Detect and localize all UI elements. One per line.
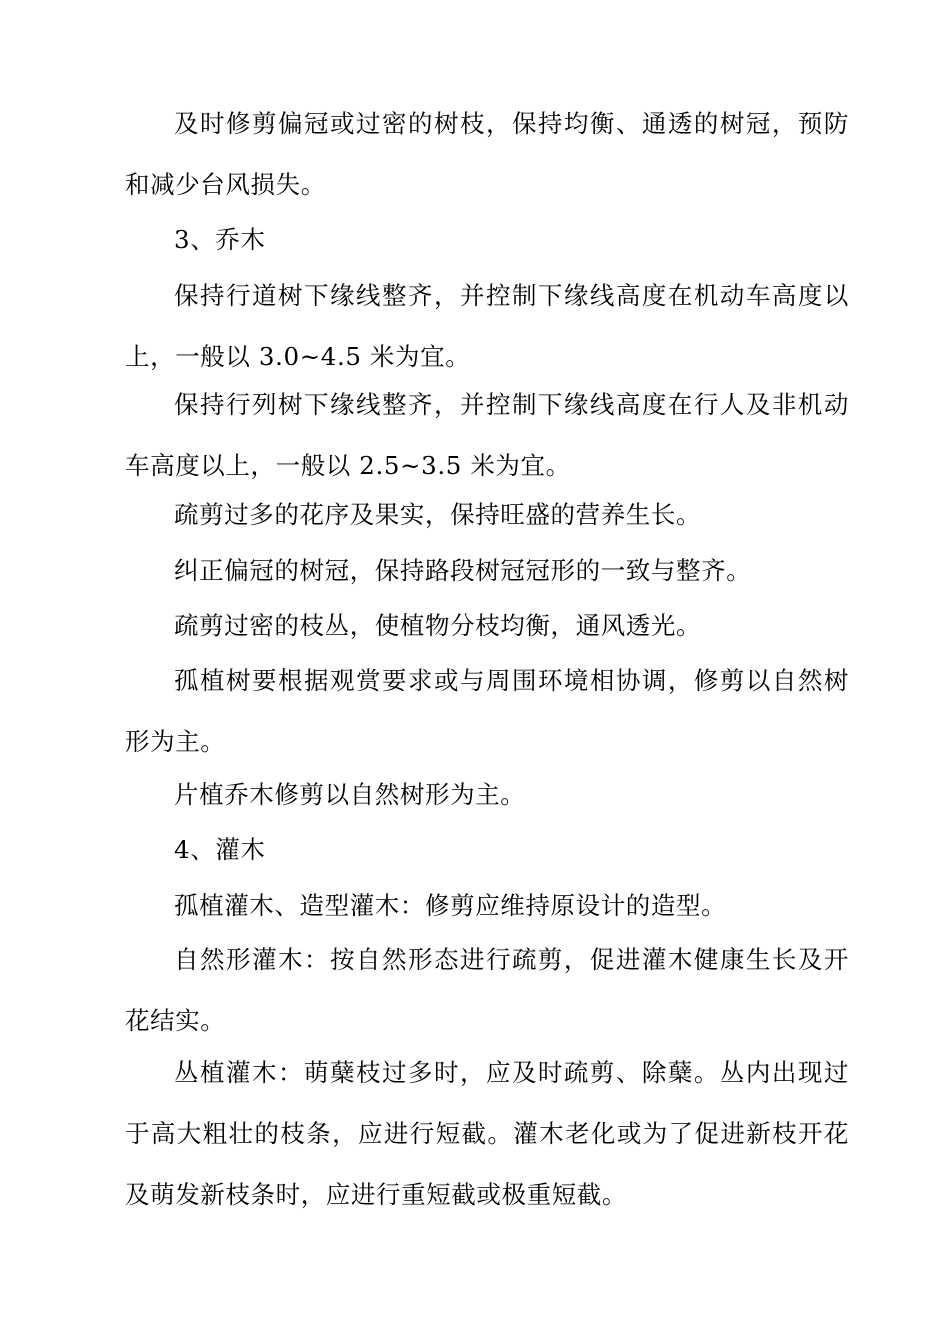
paragraph-group-trees: 片植乔木修剪以自然树形为主。	[174, 780, 526, 809]
paragraph-correct-crown: 纠正偏冠的树冠，保持路段树冠冠形的一致与整齐。	[174, 556, 752, 585]
paragraph-pruning-crown: 及时修剪偏冠或过密的树枝，保持均衡、通透的树冠，预防和减少台风损失。	[125, 109, 849, 199]
paragraph-street-trees: 保持行道树下缘线整齐，并控制下缘线高度在机动车高度以上，一般以 3.0~4.5 米为宜。	[125, 281, 849, 371]
paragraph-solitary-trees: 孤植树要根据观赏要求或与周围环境相协调，修剪以自然树形为主。	[125, 666, 849, 756]
paragraph-thin-flowers: 疏剪过多的花序及果实，保持旺盛的营养生长。	[174, 500, 702, 529]
paragraph-topiary-shrubs: 孤植灌木、造型灌木：修剪应维持原设计的造型。	[174, 891, 727, 920]
paragraph-clump-shrubs: 丛植灌木：萌蘖枝过多时，应及时疏剪、除蘖。丛内出现过于高大粗壮的枝条，应进行短截。灌木老化或为了促进新枝开花及萌发新枝条时，应进行重短截或极重短截。	[125, 1058, 849, 1209]
paragraph-natural-shrubs: 自然形灌木：按自然形态进行疏剪，促进灌木健康生长及开花结实。	[125, 945, 849, 1035]
section-heading-trees: 3、乔木	[174, 225, 266, 254]
section-heading-shrubs: 4、灌木	[174, 835, 266, 864]
paragraph-thin-branches: 疏剪过密的枝丛，使植物分枝均衡，通风透光。	[174, 611, 702, 640]
paragraph-row-trees: 保持行列树下缘线整齐，并控制下缘线高度在行人及非机动车高度以上，一般以 2.5~3.5 米为宜。	[125, 390, 849, 480]
